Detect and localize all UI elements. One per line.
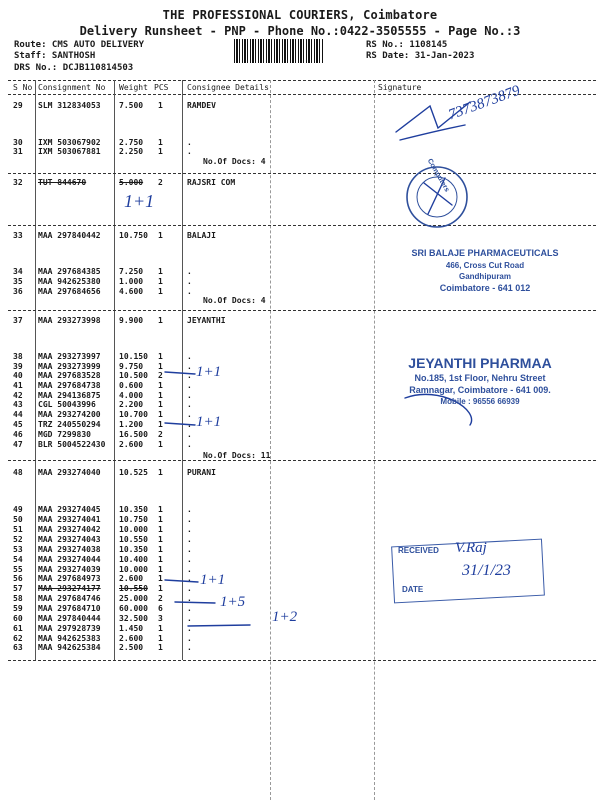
cell-consignment: TRZ 240550294 <box>38 420 101 429</box>
cell-sno: 35 <box>13 277 23 286</box>
cell-pcs: 1 <box>158 362 163 371</box>
cell-pcs: 1 <box>158 525 163 534</box>
rs-date: RS Date: 31-Jan-2023 <box>366 51 475 61</box>
receive-date: 31/1/23 <box>462 562 511 579</box>
cell-consignment: CGL 50043996 <box>38 400 96 409</box>
cell-pcs: 1 <box>158 316 163 325</box>
cell-weight: 60.000 <box>119 604 148 613</box>
cell-weight: 10.150 <box>119 352 148 361</box>
cell-sno: 59 <box>13 604 23 613</box>
cell-consignment: MAA 293274044 <box>38 555 101 564</box>
cell-consignment: MGD 7299830 <box>38 430 91 439</box>
cell-pcs: 1 <box>158 535 163 544</box>
cell-sno: 62 <box>13 634 23 643</box>
cell-pcs: 6 <box>158 604 163 613</box>
cell-consignment: MAA 297684746 <box>38 594 101 603</box>
cell-pcs: 1 <box>158 515 163 524</box>
cell-weight: 2.500 <box>119 643 144 652</box>
received-stamp-label: RECEIVED <box>398 546 439 555</box>
cell-sno: 33 <box>13 231 23 240</box>
cell-weight: 10.000 <box>119 525 148 534</box>
cell-weight: 25.000 <box>119 594 148 603</box>
cell-pcs: 1 <box>158 624 163 633</box>
col-weight-header: Weight <box>119 83 148 92</box>
cell-consignment: MAA 293273998 <box>38 316 101 325</box>
cell-details: . <box>187 604 192 613</box>
handwritten-count: 1+1 <box>196 414 222 430</box>
received-stamp-date-label: DATE <box>402 585 424 594</box>
cell-details: RAJSRI COM <box>187 178 236 187</box>
cell-pcs: 2 <box>158 430 163 439</box>
cell-sno: 52 <box>13 535 23 544</box>
cell-pcs: 1 <box>158 277 163 286</box>
cell-weight: 0.600 <box>119 381 144 390</box>
cell-weight: 2.600 <box>119 634 144 643</box>
cell-weight: 10.700 <box>119 410 148 419</box>
cell-pcs: 1 <box>158 505 163 514</box>
cell-pcs: 1 <box>158 147 163 156</box>
cell-details: . <box>187 352 192 361</box>
cell-consignment: IXM 503067902 <box>38 138 101 147</box>
cell-pcs: 1 <box>158 400 163 409</box>
cell-weight: 9.750 <box>119 362 144 371</box>
staff-label: Staff: SANTHOSH <box>14 51 96 61</box>
cell-consignment: MAA 297840444 <box>38 614 101 623</box>
cell-weight: 7.250 <box>119 267 144 276</box>
cell-consignment: MAA 293274039 <box>38 565 101 574</box>
cell-consignment: MAA 293274040 <box>38 468 101 477</box>
cell-consignment: MAA 297684656 <box>38 287 101 296</box>
docs-count: No.Of Docs: 4 <box>203 157 266 166</box>
cell-sno: 41 <box>13 381 23 390</box>
col-sno-header: S No <box>13 83 33 92</box>
cell-weight: 10.000 <box>119 565 148 574</box>
cell-pcs: 2 <box>158 371 163 380</box>
cell-weight: 10.500 <box>119 371 148 380</box>
cell-pcs: 1 <box>158 545 163 554</box>
cell-pcs: 1 <box>158 287 163 296</box>
cell-sno: 36 <box>13 287 23 296</box>
cell-sno: 31 <box>13 147 23 156</box>
cell-weight: 1.450 <box>119 624 144 633</box>
cell-details: . <box>187 371 192 380</box>
cell-pcs: 1 <box>158 391 163 400</box>
cell-sno: 54 <box>13 555 23 564</box>
handwritten-count: 1+1 <box>200 572 226 588</box>
cell-sno: 37 <box>13 316 23 325</box>
cell-sno: 55 <box>13 565 23 574</box>
cell-details: . <box>187 147 192 156</box>
col-pcs-header: PCS <box>154 83 169 92</box>
cell-consignment: MAA 297684385 <box>38 267 101 276</box>
cell-details: . <box>187 430 192 439</box>
cell-pcs: 1 <box>158 352 163 361</box>
cell-pcs: 1 <box>158 231 163 240</box>
cell-pcs: 1 <box>158 410 163 419</box>
cell-details: . <box>187 584 192 593</box>
cell-weight: 1.000 <box>119 277 144 286</box>
cell-pcs: 1 <box>158 584 163 593</box>
receiver-name: V.Raj <box>455 540 487 556</box>
cell-details: . <box>187 410 192 419</box>
handwritten-count: 1+2 <box>272 609 298 625</box>
cell-consignment: MAA 293274200 <box>38 410 101 419</box>
cell-details: . <box>187 400 192 409</box>
cell-consignment: MAA 297684973 <box>38 574 101 583</box>
cell-consignment: TUT 844670 <box>38 178 87 187</box>
balaji-stamp-address: 466, Cross Cut Road <box>445 261 525 270</box>
handwritten-count: 1+1 <box>124 191 155 211</box>
cell-details: . <box>187 515 192 524</box>
cell-pcs: 1 <box>158 138 163 147</box>
cell-sno: 51 <box>13 525 23 534</box>
cell-details: . <box>187 535 192 544</box>
cell-sno: 38 <box>13 352 23 361</box>
cell-pcs: 2 <box>158 178 163 187</box>
cell-sno: 53 <box>13 545 23 554</box>
cell-consignment: MAA 297840442 <box>38 231 101 240</box>
cell-sno: 43 <box>13 400 23 409</box>
cell-sno: 30 <box>13 138 23 147</box>
cell-details: RAMDEV <box>187 101 216 110</box>
cell-details: . <box>187 634 192 643</box>
cell-details: . <box>187 555 192 564</box>
cell-consignment: MAA 942625383 <box>38 634 101 643</box>
cell-pcs: 1 <box>158 565 163 574</box>
cell-sno: 40 <box>13 371 23 380</box>
cell-consignment: BLR 5004522430 <box>38 440 106 449</box>
balaji-stamp-name: SRI BALAJE PHARMACEUTICALS <box>411 248 559 258</box>
cell-sno: 32 <box>13 178 23 187</box>
cell-details: . <box>187 391 192 400</box>
cell-details: . <box>187 381 192 390</box>
cell-weight: 2.600 <box>119 440 144 449</box>
cell-sno: 60 <box>13 614 23 623</box>
cell-weight: 10.550 <box>119 584 148 593</box>
cell-sno: 61 <box>13 624 23 633</box>
balaji-stamp-city: Coimbatore - 641 012 <box>439 283 531 293</box>
cell-sno: 45 <box>13 420 23 429</box>
cell-details: PURANI <box>187 468 216 477</box>
cell-sno: 34 <box>13 267 23 276</box>
cell-details: . <box>187 565 192 574</box>
cell-weight: 5.000 <box>119 178 144 187</box>
rajsri-seal-text: Computers <box>425 157 451 194</box>
cell-consignment: MAA 297928739 <box>38 624 101 633</box>
cell-consignment: MAA 293274177 <box>38 584 101 593</box>
cell-weight: 1.200 <box>119 420 144 429</box>
cell-consignment: MAA 293274043 <box>38 535 101 544</box>
cell-weight: 2.600 <box>119 574 144 583</box>
cell-pcs: 2 <box>158 594 163 603</box>
drs-number: DRS No.: DCJB110814503 <box>14 63 134 73</box>
cell-weight: 10.350 <box>119 505 148 514</box>
cell-pcs: 1 <box>158 101 163 110</box>
handwritten-count: 1+1 <box>196 364 222 380</box>
cell-pcs: 1 <box>158 468 163 477</box>
cell-sno: 42 <box>13 391 23 400</box>
cell-consignment: MAA 942625380 <box>38 277 101 286</box>
balaji-stamp-area: Gandhipuram <box>458 272 511 281</box>
cell-details: . <box>187 624 192 633</box>
jeyanthi-stamp-address: No.185, 1st Floor, Nehru Street <box>414 373 546 383</box>
cell-sno: 56 <box>13 574 23 583</box>
cell-consignment: MAA 293274042 <box>38 525 101 534</box>
cell-details: JEYANTHI <box>187 316 226 325</box>
cell-details: . <box>187 505 192 514</box>
company-title: THE PROFESSIONAL COURIERS, Coimbatore <box>162 8 438 22</box>
cell-details: . <box>187 420 192 429</box>
cell-sno: 46 <box>13 430 23 439</box>
cell-sno: 48 <box>13 468 23 477</box>
cell-sno: 44 <box>13 410 23 419</box>
cell-consignment: MAA 297683528 <box>38 371 101 380</box>
cell-weight: 4.000 <box>119 391 144 400</box>
cell-details: . <box>187 545 192 554</box>
cell-consignment: MAA 297684738 <box>38 381 101 390</box>
cell-pcs: 1 <box>158 267 163 276</box>
docs-count: No.Of Docs: 4 <box>203 296 266 305</box>
cell-details: . <box>187 440 192 449</box>
cell-details: BALAJI <box>187 231 216 240</box>
cell-weight: 10.550 <box>119 535 148 544</box>
cell-sno: 63 <box>13 643 23 652</box>
cell-sno: 39 <box>13 362 23 371</box>
rs-number: RS No.: 1108145 <box>366 40 448 50</box>
handwritten-count: 1+5 <box>220 594 246 610</box>
runsheet-subtitle: Delivery Runsheet - PNP - Phone No.:0422-3505555 - Page No.:3 <box>79 24 521 38</box>
cell-sno: 47 <box>13 440 23 449</box>
cell-weight: 7.500 <box>119 101 144 110</box>
cell-details: . <box>187 594 192 603</box>
cell-weight: 10.400 <box>119 555 148 564</box>
cell-sno: 49 <box>13 505 23 514</box>
cell-weight: 2.200 <box>119 400 144 409</box>
cell-details: . <box>187 267 192 276</box>
cell-pcs: 1 <box>158 420 163 429</box>
cell-details: . <box>187 614 192 623</box>
cell-details: . <box>187 362 192 371</box>
route-label: Route: CMS AUTO DELIVERY <box>14 40 145 50</box>
cell-consignment: SLM 312834053 <box>38 101 101 110</box>
cell-details: . <box>187 525 192 534</box>
col-signature-header: Signature <box>378 83 422 92</box>
cell-sno: 50 <box>13 515 23 524</box>
handwritten-phone: 7373873879 <box>446 82 523 124</box>
cell-weight: 10.750 <box>119 231 148 240</box>
cell-weight: 32.500 <box>119 614 148 623</box>
cell-pcs: 1 <box>158 381 163 390</box>
cell-details: . <box>187 287 192 296</box>
cell-details: . <box>187 277 192 286</box>
cell-consignment: MAA 293274038 <box>38 545 101 554</box>
cell-pcs: 1 <box>158 634 163 643</box>
cell-weight: 16.500 <box>119 430 148 439</box>
jeyanthi-stamp-city: Ramnagar, Coimbatore - 641 009. <box>409 385 551 395</box>
cell-pcs: 1 <box>158 643 163 652</box>
cell-consignment: MAA 293273999 <box>38 362 101 371</box>
cell-weight: 2.750 <box>119 138 144 147</box>
cell-pcs: 1 <box>158 574 163 583</box>
jeyanthi-stamp-mobile: Mobile : 96556 66939 <box>440 397 520 406</box>
cell-consignment: MAA 942625384 <box>38 643 101 652</box>
col-details-header: Consignee Details <box>187 83 269 92</box>
cell-consignment: MAA 297684710 <box>38 604 101 613</box>
cell-sno: 58 <box>13 594 23 603</box>
cell-weight: 10.525 <box>119 468 148 477</box>
cell-sno: 29 <box>13 101 23 110</box>
cell-pcs: 1 <box>158 555 163 564</box>
cell-details: . <box>187 574 192 583</box>
cell-details: . <box>187 643 192 652</box>
cell-consignment: MAA 293274041 <box>38 515 101 524</box>
cell-weight: 10.750 <box>119 515 148 524</box>
cell-weight: 9.900 <box>119 316 144 325</box>
cell-weight: 10.350 <box>119 545 148 554</box>
cell-pcs: 3 <box>158 614 163 623</box>
cell-pcs: 1 <box>158 440 163 449</box>
tick-lines <box>165 372 195 425</box>
cell-consignment: IXM 503067881 <box>38 147 101 156</box>
jeyanthi-stamp-name: JEYANTHI PHARMAA <box>408 355 552 371</box>
signature-underline <box>400 125 465 140</box>
cell-weight: 4.600 <box>119 287 144 296</box>
cell-weight: 2.250 <box>119 147 144 156</box>
cell-consignment: MAA 293274045 <box>38 505 101 514</box>
cell-sno: 57 <box>13 584 23 593</box>
col-consignment-header: Consignment No <box>38 83 106 92</box>
docs-count: No.Of Docs: 11 <box>203 451 271 460</box>
cell-details: . <box>187 138 192 147</box>
cell-consignment: MAA 294136875 <box>38 391 101 400</box>
cell-consignment: MAA 293273997 <box>38 352 101 361</box>
